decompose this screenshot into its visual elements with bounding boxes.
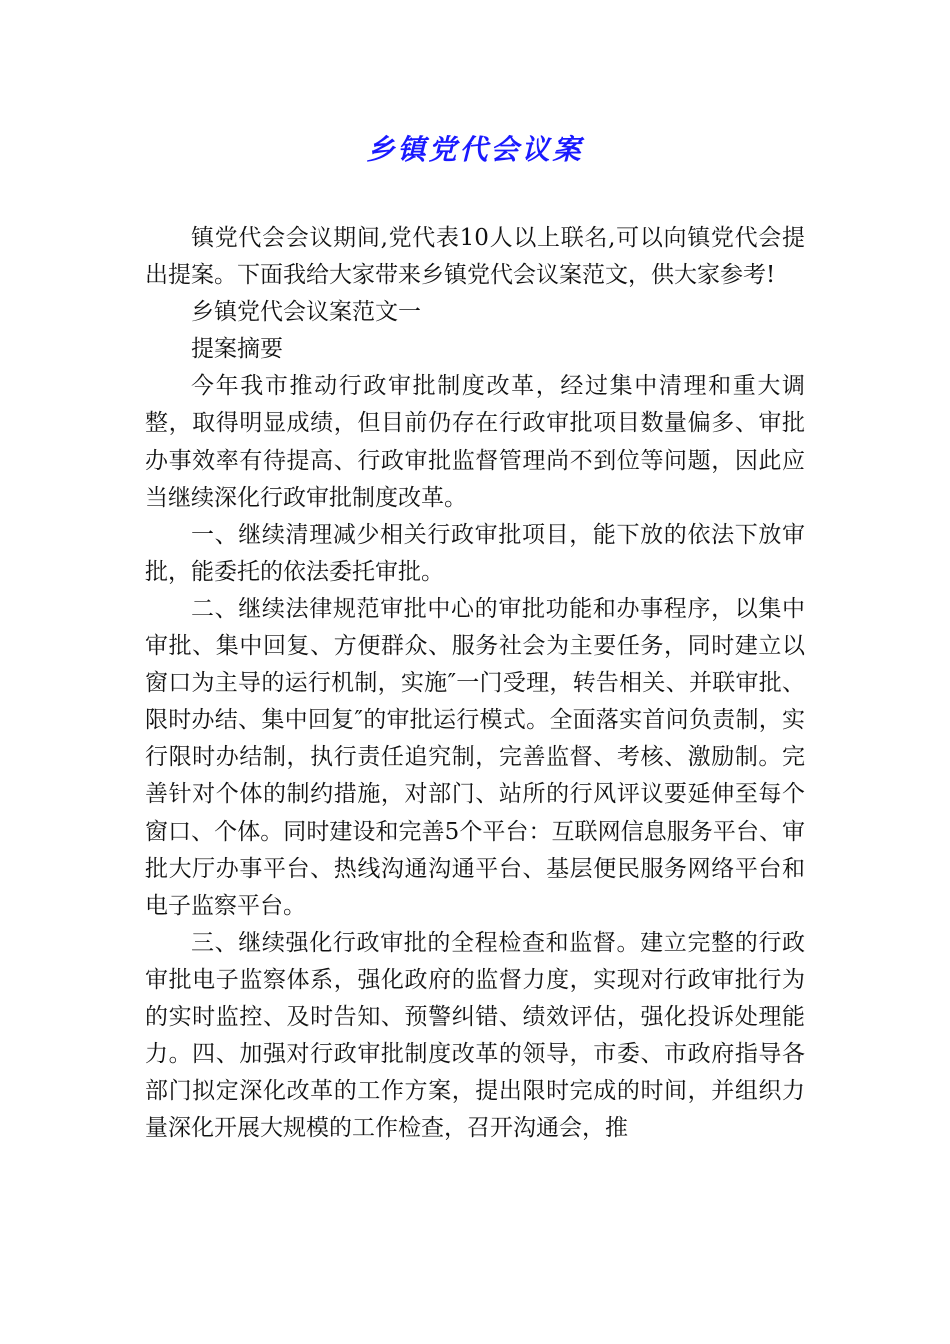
paragraph-intro: 镇党代会会议期间,党代表10人以上联名,可以向镇党代会提出提案。下面我给大家带来乡镇党代会议案范文，供大家参考!: [145, 225, 805, 289]
paragraph-abstract-heading: 提案摘要: [191, 336, 283, 363]
paragraph-item-2: 二、继续法律规范审批中心的审批功能和办事程序，以集中审批、集中回复、方便群众、服务社会为主要任务，同时建立以窗口为主导的运行机制，实施″一门受理，转告相关、并联审批、限时办结、集中回复″的审批运行模式。全面落实首问负责制，实行限时办结制，执行责任追究制，完善监督、考核、激励制。完善针对个体的制约措施，对部门、站所的行风评议要延伸至每个窗口、个体。同时建设和完善5个平台：互联网信息服务平台、审批大厅办事平台、热线沟通沟通平台、基层便民服务网络平台和电子监察平台。: [145, 595, 805, 919]
paragraph-item-3: 三、继续强化行政审批的全程检查和监督。建立完整的行政审批电子监察体系，强化政府的监督力度，实现对行政审批行为的实时监控、及时告知、预警纠错、绩效评估，强化投诉处理能力。四、加强对行政审批制度改革的领导，市委、市政府指导各部门拟定深化改革的工作方案，提出限时完成的时间，并组织力量深化开展大规模的工作检查，召开沟通会，推: [145, 929, 805, 1142]
paragraph-abstract: 今年我市推动行政审批制度改革，经过集中清理和重大调整，取得明显成绩，但目前仍存在行政审批项目数量偏多、审批办事效率有待提高、行政审批监督管理尚不到位等问题，因此应当继续深化行政审批制度改革。: [145, 373, 805, 511]
paragraph-section-heading: 乡镇党代会议案范文一: [191, 299, 421, 326]
document-title: 乡镇党代会议案: [366, 133, 584, 166]
document-body: [145, 220, 805, 1147]
paragraph-item-1: 一、继续清理减少相关行政审批项目，能下放的依法下放审批，能委托的依法委托审批。: [145, 521, 805, 585]
